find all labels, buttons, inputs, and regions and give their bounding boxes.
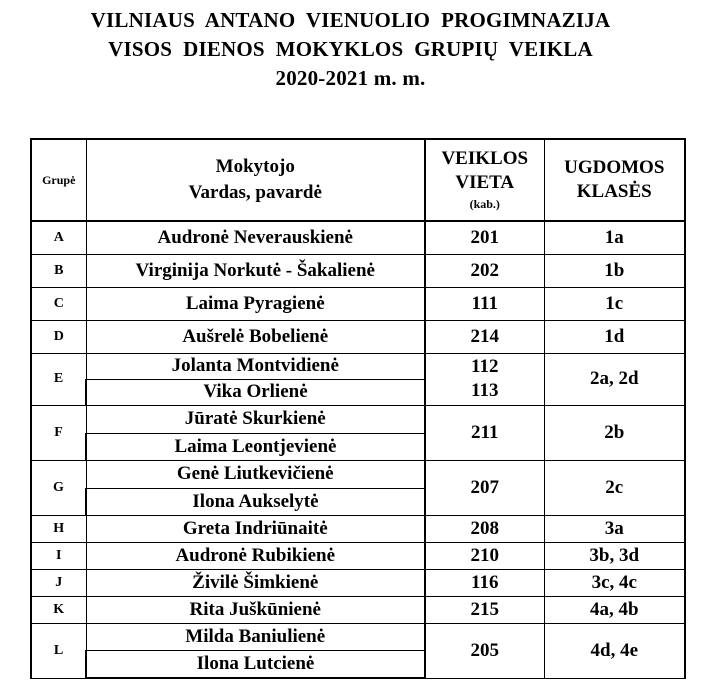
header-location (425, 139, 544, 221)
header-group: Grupė (31, 139, 86, 221)
classes-value: 2c (544, 460, 685, 515)
room-number: 202 (425, 254, 544, 287)
document-title (0, 6, 701, 93)
table-row (31, 623, 685, 650)
teacher-name: Genė Liutkevičienė (86, 460, 425, 488)
group-letter: J (31, 569, 86, 596)
table-row (31, 515, 685, 542)
classes-value: 1a (544, 221, 685, 254)
classes-value: 4d, 4e (544, 623, 685, 678)
table-row (31, 596, 685, 623)
teacher-name: Živilė Šimkienė (86, 569, 425, 596)
teacher-name: Ilona Lutcienė (86, 650, 425, 678)
header-teacher (86, 139, 425, 221)
teacher-name: Milda Baniulienė (86, 623, 425, 650)
table-row (31, 569, 685, 596)
teacher-name: Ilona Aukselytė (86, 488, 425, 515)
room-number: 211 (425, 405, 544, 460)
table-row (31, 320, 685, 353)
group-letter: K (31, 596, 86, 623)
header-teacher-line2: Vardas, pavardė (188, 182, 322, 203)
group-letter: B (31, 254, 86, 287)
teacher-name: Virginija Norkutė - Šakalienė (86, 254, 425, 287)
title-line-year: 2020-2021 m. m. (275, 66, 426, 90)
table-row (31, 405, 685, 433)
table-row (31, 287, 685, 320)
group-letter: E (31, 353, 86, 405)
group-letter: A (31, 221, 86, 254)
header-location-line1: VEIKLOS (441, 148, 529, 169)
classes-value: 3c, 4c (544, 569, 685, 596)
room-number: 215 (425, 596, 544, 623)
classes-value: 1b (544, 254, 685, 287)
teacher-name: Vika Orlienė (86, 379, 425, 405)
groups-table (30, 138, 686, 679)
room-number: 214 (425, 320, 544, 353)
table-row (31, 221, 685, 254)
header-location-line2: VIETA (455, 172, 515, 193)
teacher-name: Greta Indriūnaitė (86, 515, 425, 542)
group-letter: D (31, 320, 86, 353)
group-letter: C (31, 287, 86, 320)
room-number-1: 112 (471, 356, 499, 377)
room-number-2: 113 (471, 380, 499, 401)
teacher-name: Laima Leontjevienė (86, 433, 425, 460)
table-row (31, 542, 685, 569)
title-line-school: VILNIAUS ANTANO VIENUOLIO PROGIMNAZIJA (90, 8, 611, 32)
group-letter: I (31, 542, 86, 569)
table-row (31, 353, 685, 379)
header-classes-line1: UGDOMOS (564, 157, 665, 178)
classes-value: 2b (544, 405, 685, 460)
room-number: 210 (425, 542, 544, 569)
classes-value: 1d (544, 320, 685, 353)
group-letter: H (31, 515, 86, 542)
header-teacher-line1: Mokytojo (215, 156, 295, 177)
teacher-name: Jolanta Montvidienė (86, 353, 425, 379)
room-number (425, 353, 544, 405)
group-letter: G (31, 460, 86, 515)
table-row (31, 460, 685, 488)
teacher-name: Aušrelė Bobelienė (86, 320, 425, 353)
header-classes (544, 139, 685, 221)
room-number: 205 (425, 623, 544, 678)
teacher-name: Audronė Rubikienė (86, 542, 425, 569)
room-number: 208 (425, 515, 544, 542)
room-number: 201 (425, 221, 544, 254)
teacher-name: Laima Pyragienė (86, 287, 425, 320)
header-location-line3: (kab.) (469, 197, 500, 211)
title-line-activity: VISOS DIENOS MOKYKLOS GRUPIŲ VEIKLA (108, 37, 593, 61)
room-number: 207 (425, 460, 544, 515)
group-letter: L (31, 623, 86, 678)
classes-value: 1c (544, 287, 685, 320)
teacher-name: Jūratė Skurkienė (86, 405, 425, 433)
classes-value: 3b, 3d (544, 542, 685, 569)
group-letter: F (31, 405, 86, 460)
table-row (31, 254, 685, 287)
room-number: 116 (425, 569, 544, 596)
classes-value: 3a (544, 515, 685, 542)
teacher-name: Audronė Neverauskienė (86, 221, 425, 254)
header-classes-line2: KLASĖS (576, 181, 652, 202)
classes-value: 4a, 4b (544, 596, 685, 623)
teacher-name: Rita Juškūnienė (86, 596, 425, 623)
classes-value: 2a, 2d (544, 353, 685, 405)
room-number: 111 (425, 287, 544, 320)
